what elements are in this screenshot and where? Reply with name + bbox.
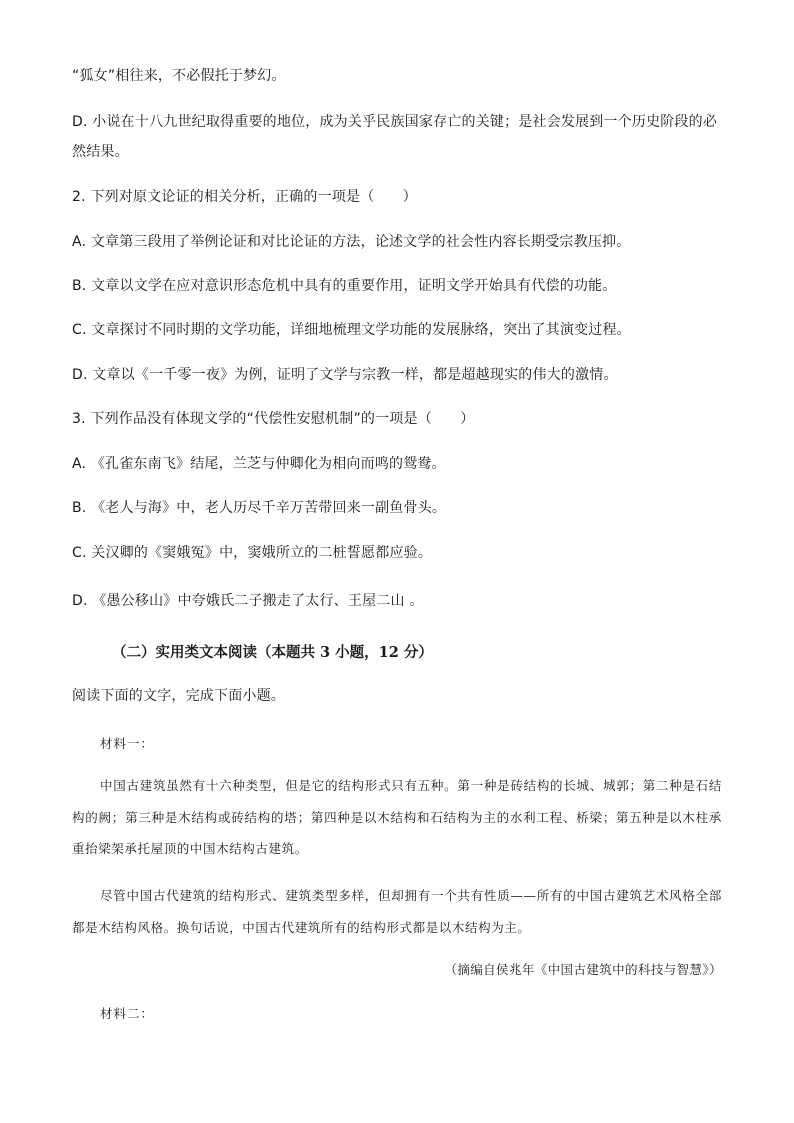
question-2-option-b: B. 文章以文学在应对意识形态危机中具有的重要作用，证明文学开始具有代偿的功能。 bbox=[72, 278, 617, 294]
question-3-option-d: D. 《愚公移山》中夸娥氏二子搬走了太行、王屋二山 。 bbox=[72, 593, 424, 609]
option-d-prev: D. 小说在十八九世纪取得重要的地位，成为关乎民族国家存亡的关键；是社会发展到一个历史阶段的必 bbox=[72, 114, 718, 130]
text-line: “狐女”相往来，不必假托于梦幻。 bbox=[72, 68, 286, 84]
material-1-paragraph-2: 尽管中国古代建筑的结构形式、建筑类型多样，但却拥有一个共有性质——所有的中国古建筑艺术风格全部都是木结构风格。换句话说，中国古代建筑所有的结构形式都是以木结构为主。 bbox=[72, 888, 722, 935]
section-instruction: 阅读下面的文字，完成下面小题。 bbox=[72, 688, 285, 704]
question-3-option-c: C. 关汉卿的《窦娥冤》中，窦娥所立的二桩誓愿都应验。 bbox=[72, 545, 433, 561]
material-1-source: （摘编自侯兆年《中国古建筑中的科技与智慧》） bbox=[444, 962, 722, 977]
question-3-option-a: A. 《孔雀东南飞》结尾，兰芝与仲卿化为相向而鸣的鸳鸯。 bbox=[72, 456, 446, 472]
material-1-label: 材料一： bbox=[100, 736, 155, 751]
material-1-paragraph-1: 中国古建筑虽然有十六种类型，但是它的结构形式只有五种。第一种是砖结构的长城、城郭；第二种是石结构的阙；第三种是木结构或砖结构的塔；第四种是以木结构和石结构为主的水利工程、桥梁；第五种是以木柱承重抬梁架承托屋顶的中国木结构古建筑。 bbox=[72, 778, 722, 856]
question-2-option-d: D. 文章以《一千零一夜》为例，证明了文学与宗教一样，都是超越现实的伟大的激情。 bbox=[72, 367, 618, 383]
text-line: 然结果。 bbox=[72, 144, 129, 160]
question-2-option-a: A. 文章第三段用了举例论证和对比论证的方法，论述文学的社会性内容长期受宗教压抑。 bbox=[72, 234, 631, 250]
question-3: 3. 下列作品没有体现文学的“代偿性安慰机制”的一项是（ ） bbox=[72, 411, 475, 427]
material-2-label: 材料二： bbox=[100, 1006, 155, 1021]
question-3-option-b: B. 《老人与海》中，老人历尽千辛万苦带回来一副鱼骨头。 bbox=[72, 500, 447, 516]
question-2-option-c: C. 文章探讨不同时期的文学功能，详细地梳理文学功能的发展脉络，突出了其演变过程。 bbox=[72, 322, 631, 338]
section-heading: （二）实用类文本阅读（本题共 3 小题，12 分） bbox=[112, 644, 433, 661]
question-2: 2. 下列对原文论证的相关分析，正确的一项是（ ） bbox=[72, 189, 418, 205]
